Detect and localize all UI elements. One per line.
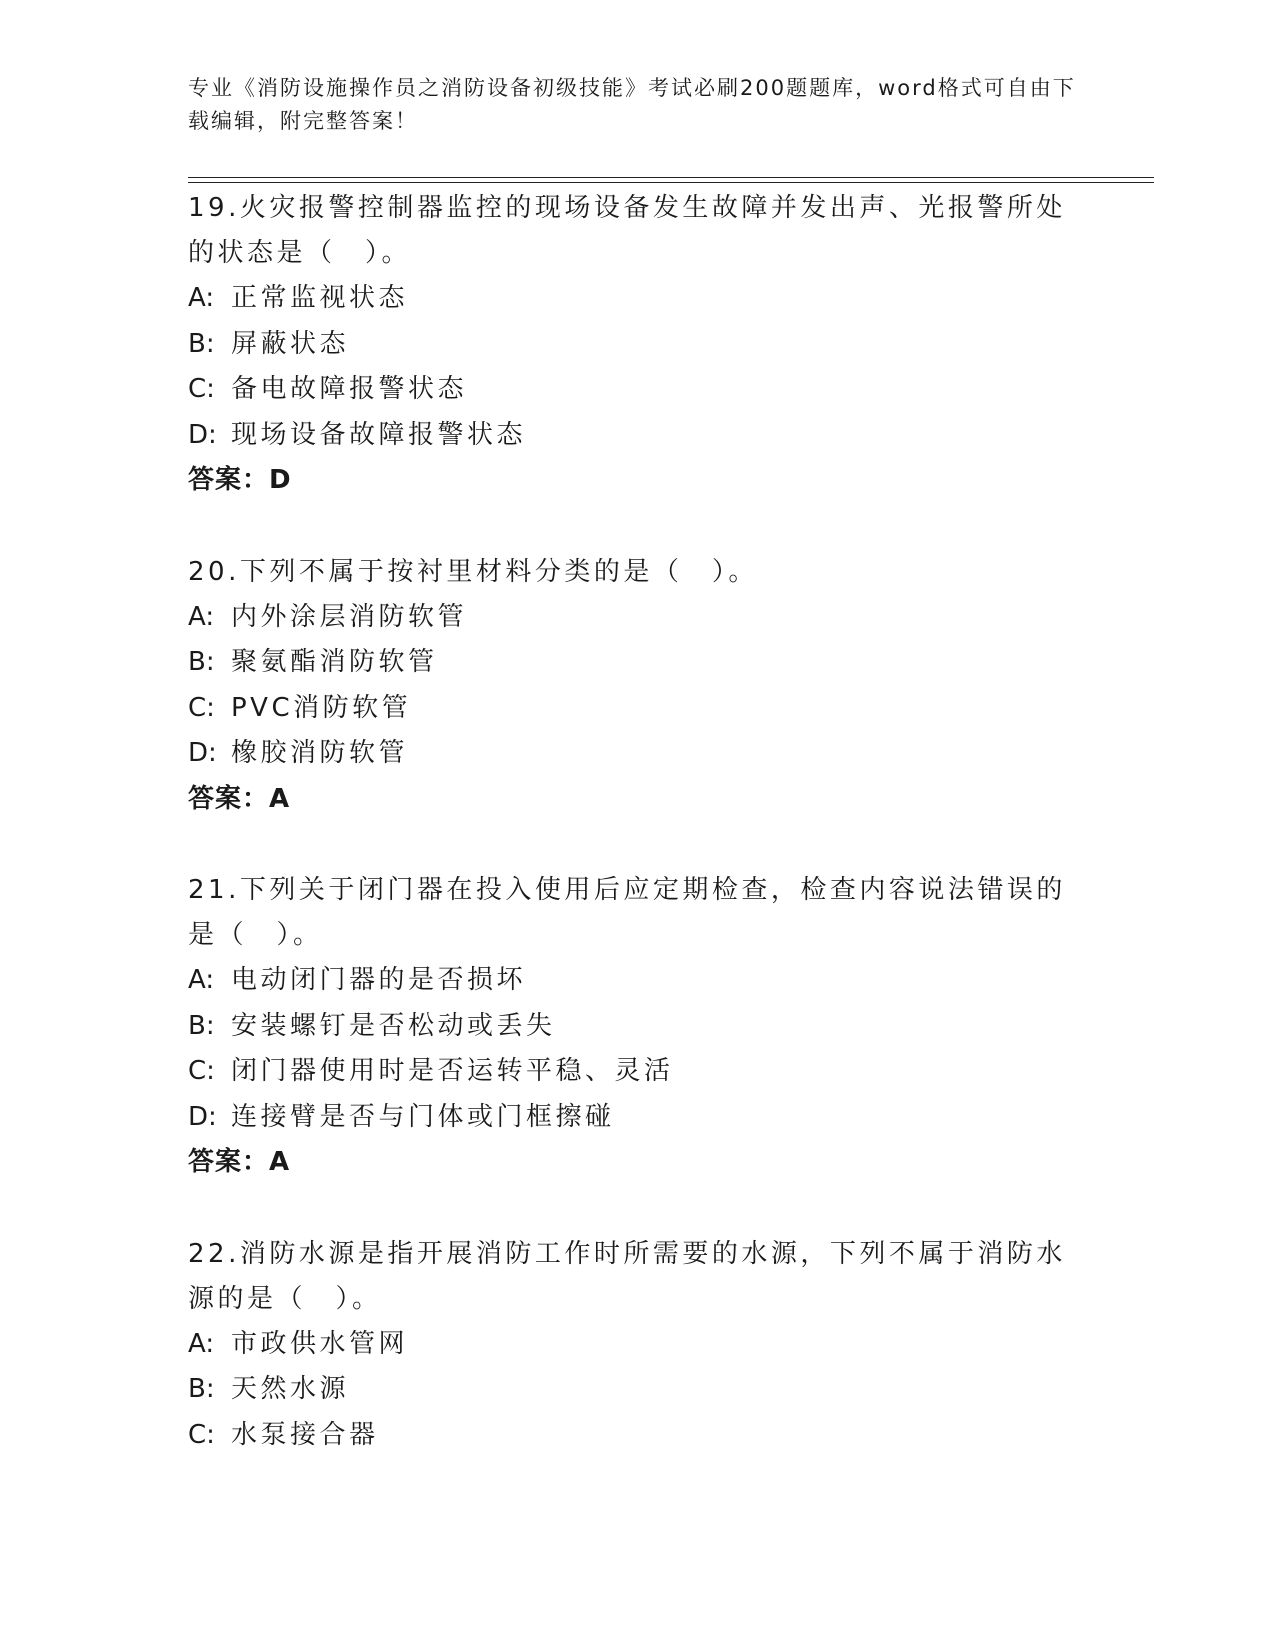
option-text: 天然水源 [231, 1374, 350, 1404]
option-letter: A: [188, 1328, 215, 1359]
option-a [188, 276, 1088, 322]
option-letter: C: [188, 1056, 215, 1086]
question-22 [188, 1232, 1088, 1459]
question-stem: 20.下列不属于按衬里材料分类的是（ ）。 [188, 556, 758, 587]
option-text: 橡胶消防软管 [231, 738, 409, 768]
option-letter: B: [188, 647, 215, 677]
question-stem: 22.消防水源是指开展消防工作时所需要的水源，下列不属于消防水源的是（ ）。 [188, 1238, 1066, 1314]
option-text: 内外涂层消防软管 [231, 601, 468, 632]
option-letter: D: [188, 1101, 217, 1132]
question-21 [188, 868, 1088, 1186]
option-letter: D: [188, 419, 217, 450]
answer-line: 答案：A [188, 783, 291, 814]
question-stem: 19.火灾报警控制器监控的现场设备发生故障并发出声、光报警所处的状态是（ ）。 [188, 193, 1066, 268]
question-stem: 21.下列关于闭门器在投入使用后应定期检查，检查内容说法错误的是（ ）。 [188, 875, 1066, 950]
option-a [188, 1322, 1088, 1368]
option-letter: C: [188, 374, 215, 404]
option-b [188, 1367, 1088, 1413]
option-letter: A: [188, 965, 215, 995]
option-text: 正常监视状态 [231, 283, 409, 313]
option-letter: C: [188, 1419, 215, 1450]
option-text: 水泵接合器 [231, 1419, 379, 1450]
answer-line: 答案：D [188, 465, 292, 495]
option-letter: A: [188, 283, 215, 313]
header-intro-text: 专业《消防设施操作员之消防设备初级技能》考试必刷200题题库，word格式可自由下载编辑，附完整答案！ [188, 76, 1076, 133]
question-list [188, 186, 1088, 1504]
option-c [188, 367, 1088, 413]
option-text: 电动闭门器的是否损坏 [231, 965, 527, 995]
option-a [188, 958, 1088, 1004]
question-20 [188, 550, 1088, 823]
option-letter: B: [188, 1010, 215, 1041]
option-letter: B: [188, 1374, 215, 1404]
option-b [188, 1004, 1088, 1050]
option-text: 聚氨酯消防软管 [231, 647, 438, 677]
option-d [188, 731, 1088, 777]
option-d [188, 1095, 1088, 1141]
option-letter: C: [188, 692, 215, 723]
option-b [188, 640, 1088, 686]
document-header [188, 72, 1078, 138]
option-text: 市政供水管网 [231, 1328, 409, 1359]
option-d [188, 413, 1088, 459]
option-text: 连接臂是否与门体或门框擦碰 [231, 1101, 615, 1132]
option-letter: D: [188, 738, 217, 768]
option-text: 备电故障报警状态 [231, 374, 468, 404]
option-letter: B: [188, 328, 215, 359]
option-text: 现场设备故障报警状态 [231, 419, 527, 450]
header-divider-bottom [188, 182, 1154, 183]
option-c [188, 1049, 1088, 1095]
answer-line: 答案：A [188, 1147, 291, 1177]
option-a [188, 595, 1088, 641]
option-letter: A: [188, 601, 215, 632]
question-19 [188, 186, 1088, 504]
option-text: 安装螺钉是否松动或丢失 [231, 1010, 556, 1041]
option-c [188, 686, 1088, 732]
option-text: 闭门器使用时是否运转平稳、灵活 [231, 1056, 674, 1086]
option-text: PVC消防软管 [231, 692, 412, 723]
header-divider-top [188, 177, 1154, 178]
option-text: 屏蔽状态 [231, 328, 350, 359]
option-c [188, 1413, 1088, 1459]
option-b [188, 322, 1088, 368]
